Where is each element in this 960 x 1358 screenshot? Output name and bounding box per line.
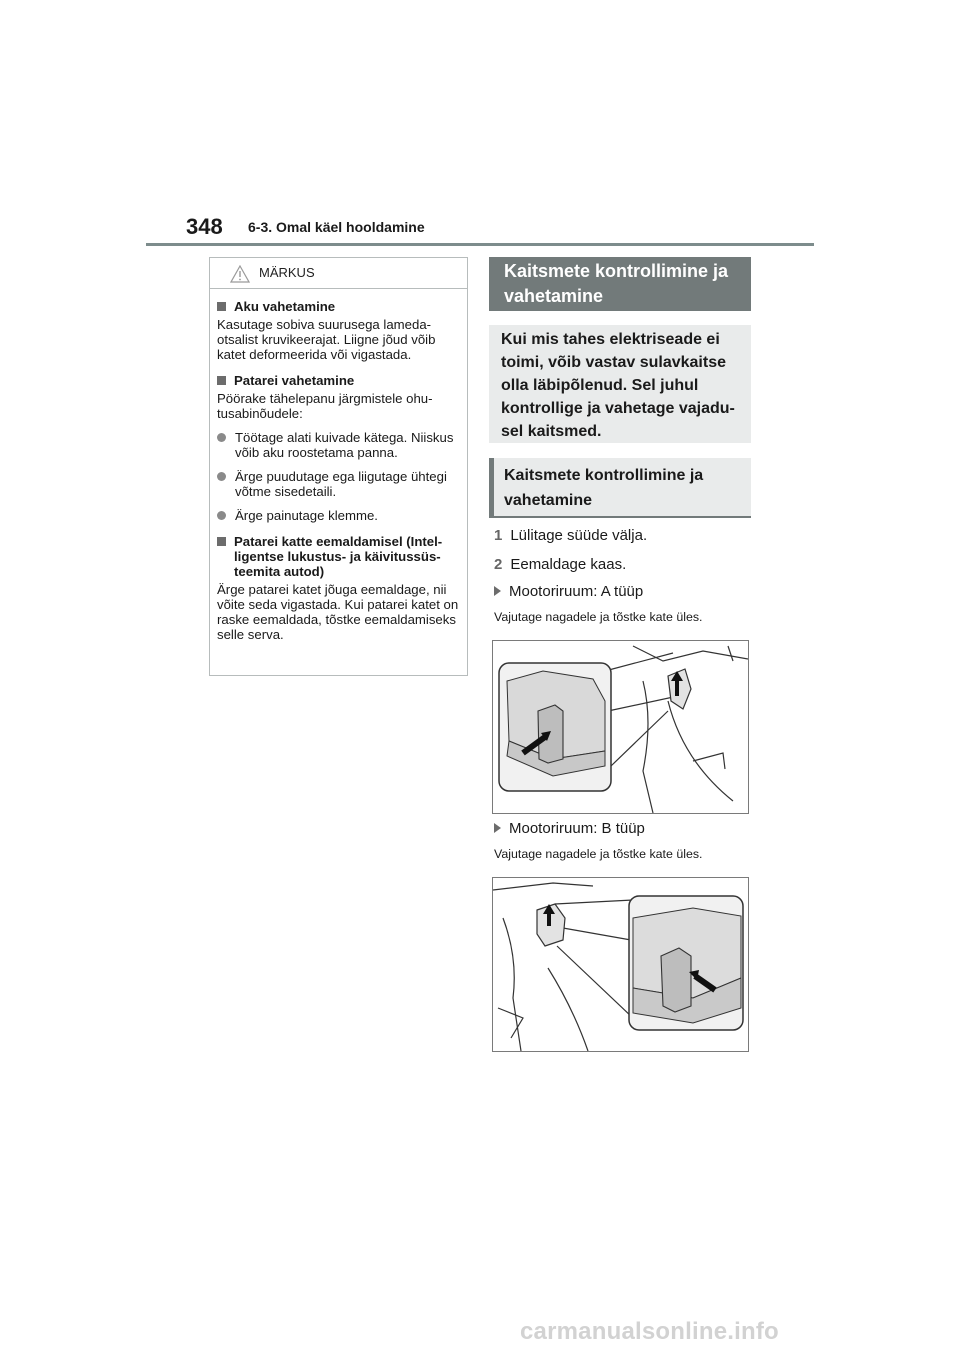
- notice-body: [210, 289, 467, 642]
- notice-bullet: Ärge painutage klemme.: [217, 508, 460, 523]
- round-bullet-icon: [217, 433, 226, 442]
- notice-box: [209, 257, 468, 676]
- square-bullet-icon: [217, 376, 226, 385]
- step-1: 1 Lülitage süüde välja.: [494, 527, 648, 544]
- notice-bullet: Ärge puudutage ega liigutage ühtegi võtme sisedetaili.: [217, 469, 460, 499]
- illustration-engine-a: [492, 640, 749, 814]
- caption-engine-b: Vajutage nagadele ja tõstke kate üles.: [494, 847, 703, 861]
- notice-paragraph: Pöörake tähelepanu järgmistele ohu-tusabinõudele:: [217, 391, 433, 421]
- square-bullet-icon: [217, 302, 226, 311]
- round-bullet-icon: [217, 472, 226, 481]
- watermark: carmanualsonline.info: [520, 1318, 779, 1345]
- notice-heading: Aku vahetamine: [217, 299, 460, 314]
- notice-header: [210, 258, 467, 289]
- round-bullet-icon: [217, 511, 226, 520]
- illustration-engine-b: [492, 877, 749, 1052]
- notice-heading: Patarei vahetamine: [217, 373, 460, 388]
- warning-triangle-icon: [230, 265, 250, 288]
- arrow-bullet-icon: [494, 586, 501, 596]
- notice-paragraph: Kasutage sobiva suurusega lameda-otsalist kruvikeerajat. Liigne jõud võib katet deformeerida või vigastada.: [217, 317, 436, 362]
- section-title: 6-3. Omal käel hooldamine: [248, 219, 425, 235]
- header-divider: [146, 243, 814, 246]
- intro-box: Kui mis tahes elektriseade ei toimi, võib vastav sulavkaitse olla läbipõlenud. Sel juhul kontrollige ja vahetage vajadu-sel kaitsmed.: [489, 325, 751, 443]
- notice-paragraph: Ärge patarei katet jõuga eemaldage, nii võite seda vigastada. Kui patarei katet on raske eemaldada, tõstke eemaldamiseks selle serva.: [217, 582, 459, 642]
- substep-engine-a: Mootoriruum: A tüüp: [488, 583, 643, 600]
- notice-bullet: Töötage alati kuivade kätega. Niiskus võib aku roostetama panna.: [217, 430, 460, 460]
- section-banner: Kaitsmete kontrollimine ja vahetamine: [489, 257, 751, 311]
- square-bullet-icon: [217, 537, 226, 546]
- arrow-bullet-icon: [494, 823, 501, 833]
- caption-engine-a: Vajutage nagadele ja tõstke kate üles.: [494, 610, 703, 624]
- page-number: 348: [186, 214, 223, 239]
- subheading: Kaitsmete kontrollimine ja vahetamine: [489, 458, 751, 518]
- notice-label: MÄRKUS: [259, 265, 315, 280]
- notice-heading: Patarei katte eemaldamisel (Intel-ligentse lukustus- ja käivitussüs-teemita autod): [217, 534, 460, 579]
- step-2: 2 Eemaldage kaas.: [494, 556, 627, 573]
- substep-engine-b: Mootoriruum: B tüüp: [488, 820, 645, 837]
